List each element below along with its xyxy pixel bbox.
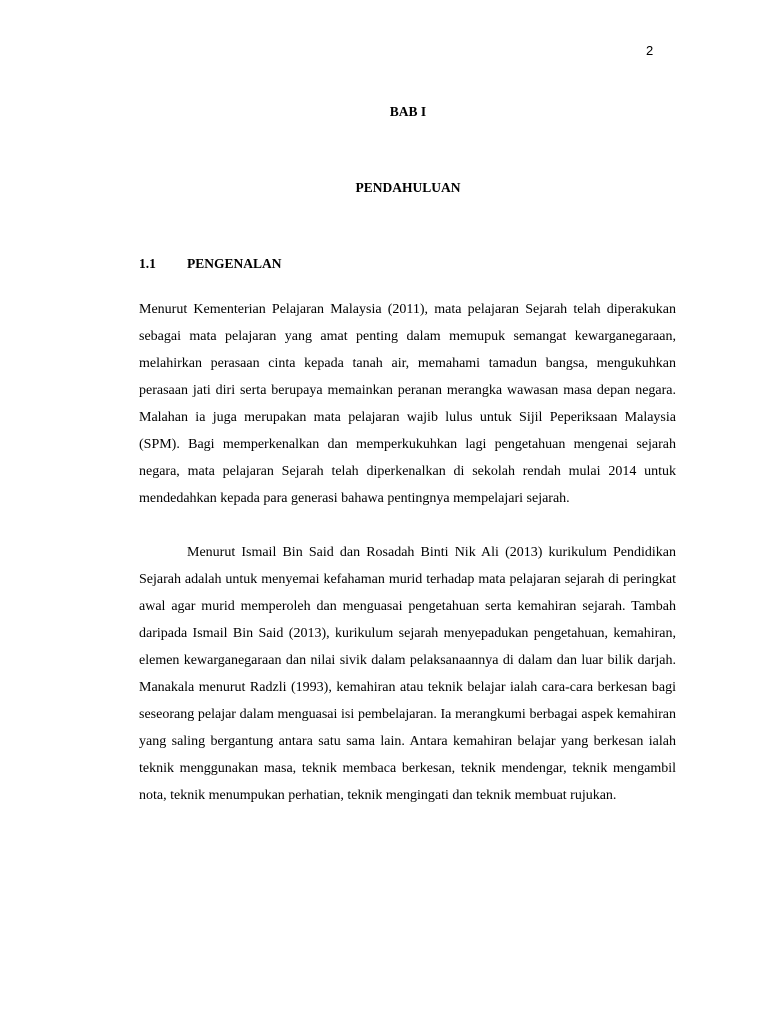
section-heading xyxy=(139,256,282,272)
paragraph: Menurut Kementerian Pelajaran Malaysia (2011), mata pelajaran Sejarah telah diperakukan sebagai mata pelajaran yang amat penting dalam memupuk semangat kewarganegaraan, melahirkan perasaan cinta kepada tanah air, memahami tamadun bangsa, mengukuhkan perasaan jati diri serta berupaya memainkan peranan merangka wawasan masa depan negara. Malahan ia juga merupakan mata pelajaran wajib lulus untuk Sijil Peperiksaan Malaysia (SPM). Bagi memperkenalkan dan memperkukuhkan lagi pengetahuan mengenai sejarah negara, mata pelajaran Sejarah telah diperkenalkan di sekolah rendah mulai 2014 untuk mendedahkan kepada para generasi bahawa pentingnya mempelajari sejarah. xyxy=(139,302,676,506)
section-title: PENGENALAN xyxy=(187,256,282,271)
chapter-title: PENDAHULUAN xyxy=(355,180,461,195)
paragraph: Menurut Ismail Bin Said dan Rosadah Binti Nik Ali (2013) kurikulum Pendidikan Sejarah adalah untuk menyemai kefahaman murid terhadap mata pelajaran sejarah di peringkat awal agar murid memperoleh dan menguasai pengetahuan serta kemahiran sejarah. Tambah daripada Ismail Bin Said (2013), kurikulum sejarah menyepadukan pengetahuan, kemahiran, elemen kewarganegaraan dan nilai sivik dalam pelaksanaannya di dalam dan luar bilik darjah. Manakala menurut Radzli (1993), kemahiran atau teknik belajar ialah cara-cara berkesan bagi seseorang pelajar dalam menguasai isi pembelajaran. Ia merangkumi berbagai aspek kemahiran yang saling bergantung antara satu sama lain. Antara kemahiran belajar yang berkesan ialah teknik menggunakan masa, teknik membaca berkesan, teknik mendengar, teknik mengambil nota, teknik menumpukan perhatian, teknik mengingati dan teknik membuat rujukan. xyxy=(139,545,676,803)
section-number: 1.1 xyxy=(139,256,156,271)
page-number: 2 xyxy=(646,43,654,58)
chapter-label: BAB I xyxy=(389,104,427,119)
